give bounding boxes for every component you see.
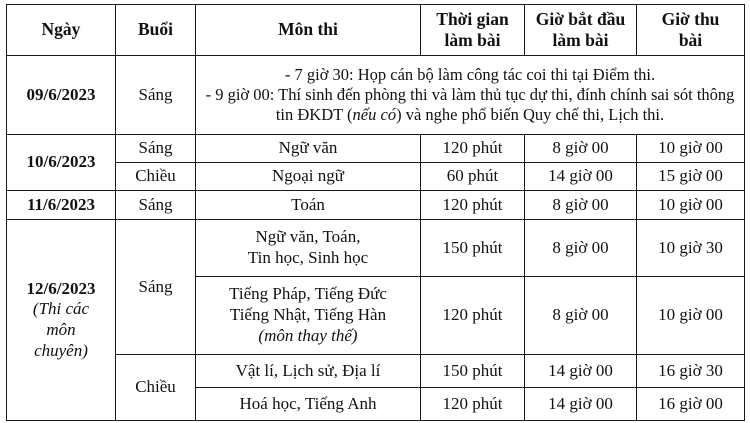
- duration-cell: 150 phút: [421, 355, 525, 388]
- subject-line: Tiếng Pháp, Tiếng Đức: [229, 284, 387, 304]
- start-cell: 14 giờ 00: [525, 388, 637, 421]
- date-note: (Thi các: [32, 299, 90, 319]
- start-cell: 8 giờ 00: [525, 135, 637, 163]
- date-cell: [7, 220, 116, 421]
- date-text: 12/6/2023: [26, 278, 96, 298]
- session-cell: Chiều: [116, 163, 196, 191]
- end-cell: 10 giờ 30: [637, 220, 745, 277]
- end-cell: 10 giờ 00: [637, 135, 745, 163]
- session-cell: Sáng: [116, 220, 196, 355]
- note-line-2: [199, 85, 741, 125]
- subject-cell: Ngoại ngữ: [196, 163, 421, 191]
- end-cell: 10 giờ 00: [637, 191, 745, 220]
- end-cell: 16 giờ 30: [637, 355, 745, 388]
- header-session: Buổi: [116, 5, 196, 56]
- date-cell: 11/6/2023: [7, 191, 116, 220]
- session-cell: Sáng: [116, 191, 196, 220]
- note-text: ) và nghe phổ biến Quy chế thi, Lịch thi.: [396, 105, 665, 125]
- start-cell: 14 giờ 00: [525, 355, 637, 388]
- header-start-line2: làm bài: [552, 30, 609, 50]
- start-cell: 14 giờ 00: [525, 163, 637, 191]
- header-duration-line2: làm bài: [444, 30, 501, 50]
- duration-cell: 120 phút: [421, 388, 525, 421]
- header-start: [525, 5, 637, 56]
- subject-line: Tiếng Nhật, Tiếng Hàn: [229, 305, 387, 325]
- table-row: [7, 135, 745, 163]
- session-cell: Sáng: [116, 135, 196, 163]
- subject-cell: Toán: [196, 191, 421, 220]
- subject-cell: Ngữ văn: [196, 135, 421, 163]
- session-cell: Chiều: [116, 355, 196, 421]
- header-subject: Môn thi: [196, 5, 421, 56]
- session-cell: Sáng: [116, 56, 196, 135]
- header-end-line2: bài: [678, 30, 703, 50]
- table-row: [7, 163, 745, 191]
- subject-line: Tin học, Sinh học: [247, 248, 369, 267]
- header-end-line1: Giờ thu: [661, 8, 720, 29]
- start-cell: 8 giờ 00: [525, 191, 637, 220]
- subject-line: Ngữ văn, Toán,: [255, 227, 361, 247]
- end-cell: 16 giờ 00: [637, 388, 745, 421]
- note-line-1: - 7 giờ 30: Họp cán bộ làm công tác coi thi tại Điểm thi.: [284, 64, 656, 84]
- date-cell: 09/6/2023: [7, 56, 116, 135]
- subject-cell: Vật lí, Lịch sử, Địa lí: [196, 355, 421, 388]
- header-duration: [421, 5, 525, 56]
- header-duration-line1: Thời gian: [436, 8, 509, 29]
- end-cell: 10 giờ 00: [637, 277, 745, 355]
- subject-note: (môn thay thế): [258, 325, 358, 345]
- date-cell: 10/6/2023: [7, 135, 116, 191]
- table-row: [7, 355, 745, 388]
- duration-cell: 120 phút: [421, 277, 525, 355]
- header-row: [7, 5, 745, 56]
- header-date: Ngày: [7, 5, 116, 56]
- date-note: chuyên): [34, 340, 88, 360]
- table-row: [7, 56, 745, 135]
- subject-cell: [196, 277, 421, 355]
- date-note: môn: [46, 320, 76, 339]
- note-italic: nếu có: [352, 105, 397, 125]
- duration-cell: 120 phút: [421, 135, 525, 163]
- note-cell: [196, 56, 745, 135]
- subject-cell: Hoá học, Tiếng Anh: [196, 388, 421, 421]
- header-end: [637, 5, 745, 56]
- table-row: [7, 191, 745, 220]
- start-cell: 8 giờ 00: [525, 220, 637, 277]
- header-start-line1: Giờ bắt đầu: [535, 8, 626, 29]
- subject-cell: [196, 220, 421, 277]
- note-text: - 9 giờ 00: Thí sinh đến phòng thi và làm thủ tục dự thi, đính chính sai sót thông tin ĐKDT (: [205, 84, 735, 125]
- duration-cell: 60 phút: [421, 163, 525, 191]
- end-cell: 15 giờ 00: [637, 163, 745, 191]
- duration-cell: 150 phút: [421, 220, 525, 277]
- table-row: [7, 220, 745, 277]
- duration-cell: 120 phút: [421, 191, 525, 220]
- start-cell: 8 giờ 00: [525, 277, 637, 355]
- exam-schedule-table: [6, 4, 745, 421]
